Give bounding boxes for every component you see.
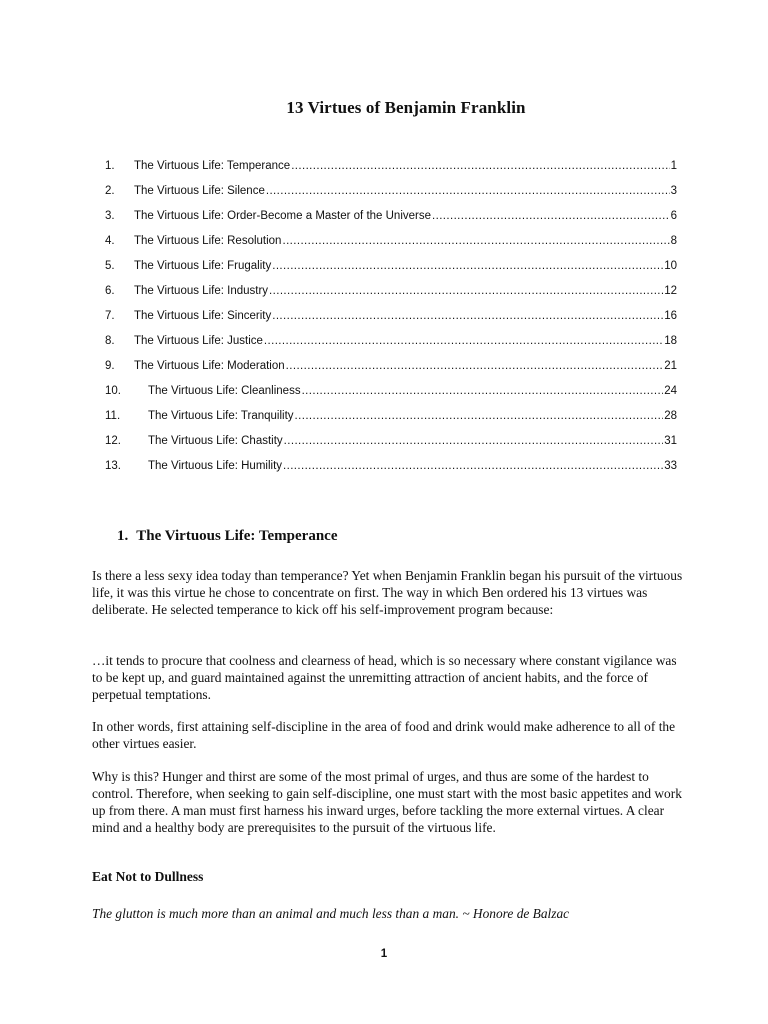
toc-item-number: 3. xyxy=(105,210,115,222)
toc-dot-leader xyxy=(272,307,663,325)
toc-item-label: The Virtuous Life: Moderation xyxy=(134,360,285,372)
toc-item-label: The Virtuous Life: Industry xyxy=(134,285,269,297)
toc-item-page: 3 xyxy=(670,185,677,197)
toc-item-page: 1 xyxy=(670,160,677,172)
toc-item-page: 6 xyxy=(670,210,677,222)
toc-item-page: 31 xyxy=(664,435,677,447)
toc-link-cleanliness[interactable] xyxy=(148,382,677,400)
toc-item-number: 12. xyxy=(105,435,121,447)
toc-item-number: 11. xyxy=(105,410,121,422)
block-quote-paragraph: …it tends to procure that coolness and clearness of head, which is so necessary where constant vigilance was to be kept up, and guard maintained against the unremitting attraction of ancient habits, and the force of perpetual temptations. xyxy=(92,653,677,702)
toc-item-label: The Virtuous Life: Humility xyxy=(148,460,283,472)
toc-item-number: 13. xyxy=(105,460,121,472)
section-heading xyxy=(117,528,338,545)
toc-item-label: The Virtuous Life: Resolution xyxy=(134,235,282,247)
toc-item-label: The Virtuous Life: Chastity xyxy=(148,435,283,447)
toc-item-page: 8 xyxy=(670,235,677,247)
toc-item-page: 10 xyxy=(664,260,677,272)
toc-link-justice[interactable] xyxy=(134,332,677,350)
toc-dot-leader xyxy=(291,157,669,175)
toc-item-page: 12 xyxy=(664,285,677,297)
toc-dot-leader xyxy=(284,432,664,450)
body-paragraph: Why is this? Hunger and thirst are some of the most primal of urges, and thus are some of the hardest to control. Therefore, when seeking to gain self-discipline, one must start with the most basic appetites and work up from there. A man must first harness his inward urges, before tackling the more external virtues. A clear mind and a healthy body are prerequisites to the pursuit of the virtuous life. xyxy=(92,769,682,835)
toc-item-page: 33 xyxy=(664,460,677,472)
toc-item-number: 2. xyxy=(105,185,115,197)
subheading: Eat Not to Dullness xyxy=(92,869,204,884)
toc-item-label: The Virtuous Life: Silence xyxy=(134,185,265,197)
toc-dot-leader xyxy=(264,332,663,350)
toc-dot-leader xyxy=(295,407,664,425)
toc-item-number: 1. xyxy=(105,160,115,172)
toc-dot-leader xyxy=(272,257,663,275)
epigraph-quote: The glutton is much more than an animal and much less than a man. ~ Honore de Balzac xyxy=(92,906,570,921)
document-title: 13 Virtues of Benjamin Franklin xyxy=(286,98,526,117)
toc-item-page: 24 xyxy=(664,385,677,397)
toc-dot-leader xyxy=(432,207,670,225)
section-number: 1. xyxy=(117,528,129,544)
toc-item-page: 18 xyxy=(664,335,677,347)
toc-item-page: 21 xyxy=(664,360,677,372)
toc-item-number: 8. xyxy=(105,335,115,347)
toc-item-label: The Virtuous Life: Temperance xyxy=(134,160,291,172)
toc-dot-leader xyxy=(282,232,669,250)
toc-link-sincerity[interactable] xyxy=(134,307,677,325)
toc-item-label: The Virtuous Life: Order-Become a Master of the Universe xyxy=(134,210,432,222)
toc-item-label: The Virtuous Life: Sincerity xyxy=(134,310,272,322)
toc-item-label: The Virtuous Life: Justice xyxy=(134,335,263,347)
toc-link-moderation[interactable] xyxy=(134,357,677,375)
body-paragraph: In other words, first attaining self-discipline in the area of food and drink would make adherence to all of the other virtues easier. xyxy=(92,719,676,751)
body-paragraph: Is there a less sexy idea today than temperance? Yet when Benjamin Franklin began his pursuit of the virtuous life, it was this virtue he chose to concentrate on first. The way in which Ben ordered his 13 virtues was deliberate. He selected temperance to kick off his self-improvement program because: xyxy=(92,568,683,617)
toc-item-number: 4. xyxy=(105,235,115,247)
page-number: 1 xyxy=(380,948,388,960)
toc-link-resolution[interactable] xyxy=(134,232,677,250)
toc-link-chastity[interactable] xyxy=(148,432,677,450)
section-title: The Virtuous Life: Temperance xyxy=(136,528,338,544)
toc-item-label: The Virtuous Life: Frugality xyxy=(134,260,272,272)
toc-item-number: 7. xyxy=(105,310,115,322)
toc-dot-leader xyxy=(266,182,670,200)
toc-item-number: 5. xyxy=(105,260,115,272)
toc-link-frugality[interactable] xyxy=(134,257,677,275)
toc-item-number: 9. xyxy=(105,360,115,372)
toc-item-label: The Virtuous Life: Cleanliness xyxy=(148,385,301,397)
toc-dot-leader xyxy=(269,282,663,300)
toc-item-page: 28 xyxy=(664,410,677,422)
toc-link-humility[interactable] xyxy=(148,457,677,475)
toc-item-number: 6. xyxy=(105,285,115,297)
toc-dot-leader xyxy=(283,457,663,475)
toc-link-industry[interactable] xyxy=(134,282,677,300)
toc-item-number: 10. xyxy=(105,385,121,397)
toc-link-order[interactable] xyxy=(134,207,677,225)
toc-dot-leader xyxy=(302,382,664,400)
toc-item-label: The Virtuous Life: Tranquility xyxy=(148,410,294,422)
toc-dot-leader xyxy=(286,357,664,375)
toc-link-tranquility[interactable] xyxy=(148,407,677,425)
toc-link-silence[interactable] xyxy=(134,182,677,200)
toc-link-temperance[interactable] xyxy=(134,157,677,175)
toc-item-page: 16 xyxy=(664,310,677,322)
